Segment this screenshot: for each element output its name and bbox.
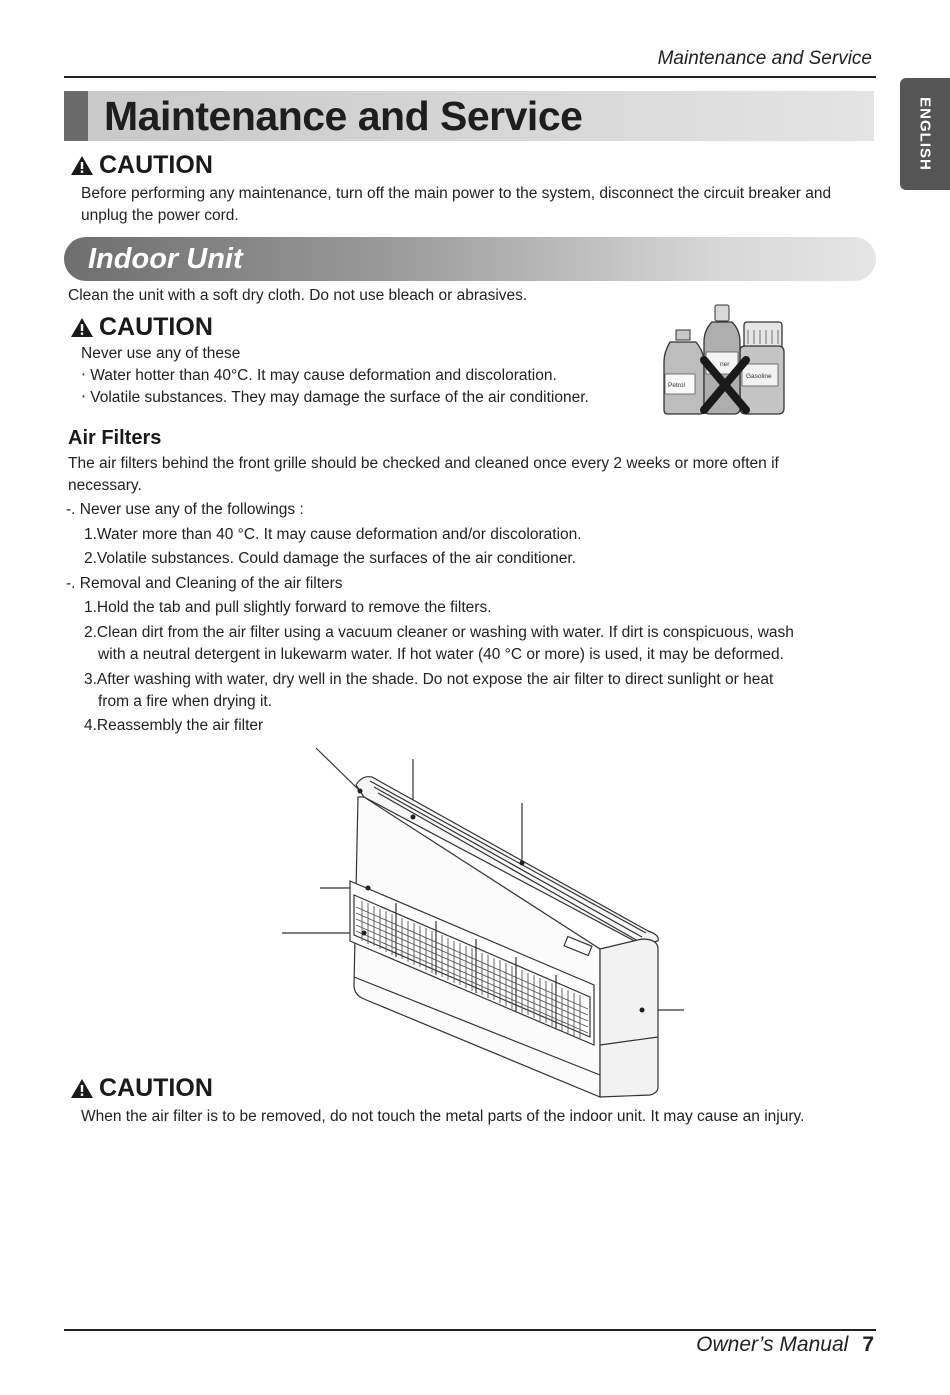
removal-step-4: 4.Reassembly the air filter xyxy=(84,717,264,734)
caution-heading-3 xyxy=(70,1074,213,1103)
caution-heading-text: CAUTION xyxy=(99,151,213,179)
petrol-bottle xyxy=(664,330,704,414)
caution-3-text: When the air filter is to be removed, do not touch the metal parts of the indoor unit. It may cause an injury. xyxy=(81,1108,805,1125)
page-title-bar xyxy=(64,91,874,141)
title-accent-block xyxy=(64,91,88,141)
removal-step-2: 2.Clean dirt from the air filter using a vacuum cleaner or washing with water. If dirt is conspicuous, wash xyxy=(84,624,794,641)
air-filters-heading: Air Filters xyxy=(68,427,162,449)
running-header: Maintenance and Service xyxy=(657,48,872,69)
footer-rule xyxy=(64,1329,876,1331)
section-bar-indoor-unit xyxy=(64,237,876,281)
caution-heading-text: CAUTION xyxy=(99,1074,213,1102)
caution-2-line-3: ‧ Volatile substances. They may damage the surface of the air conditioner. xyxy=(81,389,589,406)
never-use-heading: -. Never use any of the followings : xyxy=(66,501,304,518)
caution-2-line-1: Never use any of these xyxy=(81,345,241,362)
removal-step-2-cont: with a neutral detergent in lukewarm water. If hot water (40 °C or more) is used, it may be deformed. xyxy=(98,646,784,663)
removal-step-1: 1.Hold the tab and pull slightly forward to remove the filters. xyxy=(84,599,492,616)
gasoline-label: Gasoline xyxy=(746,373,772,380)
page-footer xyxy=(696,1333,874,1357)
page-title: Maintenance and Service xyxy=(104,93,583,139)
warning-icon xyxy=(70,1078,94,1099)
caution-2-line-2: ‧ Water hotter than 40°C. It may cause deformation and discoloration. xyxy=(81,367,557,384)
caution-1-line-2: unplug the power cord. xyxy=(81,207,239,224)
caution-1-line-1: Before performing any maintenance, turn off the main power to the system, disconnect the circuit breaker and xyxy=(81,185,832,202)
header-rule xyxy=(64,76,876,78)
footer-title: Owner’s Manual xyxy=(696,1333,849,1356)
air-filters-paragraph xyxy=(68,453,779,497)
caution-2-text xyxy=(81,343,589,409)
warning-icon xyxy=(70,155,94,176)
never-use-item-1: 1.Water more than 40 °C. It may cause deformation and/or discoloration. xyxy=(84,526,582,543)
caution-1-text xyxy=(81,183,831,227)
solvent-bottles-illustration xyxy=(660,302,786,420)
petrol-label: Petrol xyxy=(668,382,685,389)
removal-step-3-cont: from a fire when drying it. xyxy=(98,693,273,710)
caution-heading-text: CAUTION xyxy=(99,313,213,341)
indoor-unit-intro: Clean the unit with a soft dry cloth. Do not use bleach or abrasives. xyxy=(68,287,528,304)
indoor-unit-diagram xyxy=(278,745,690,1100)
removal-step-3: 3.After washing with water, dry well in the shade. Do not expose the air filter to direct sunlight or heat xyxy=(84,671,774,688)
page-number: 7 xyxy=(862,1333,874,1356)
never-use-item-2: 2.Volatile substances. Could damage the surfaces of the air conditioner. xyxy=(84,550,576,567)
thinner-label: ner xyxy=(720,361,730,368)
removal-heading: -. Removal and Cleaning of the air filters xyxy=(66,575,343,592)
caution-heading-1 xyxy=(70,151,213,180)
section-heading: Indoor Unit xyxy=(88,243,243,275)
gasoline-bottle xyxy=(740,322,784,414)
warning-icon xyxy=(70,317,94,338)
language-tab xyxy=(900,78,950,190)
air-filters-para-line-2: necessary. xyxy=(68,477,142,494)
caution-heading-2 xyxy=(70,313,213,342)
air-filters-para-line-1: The air filters behind the front grille should be checked and cleaned once every 2 weeks or more often if xyxy=(68,455,779,472)
language-tab-label: ENGLISH xyxy=(916,97,934,171)
